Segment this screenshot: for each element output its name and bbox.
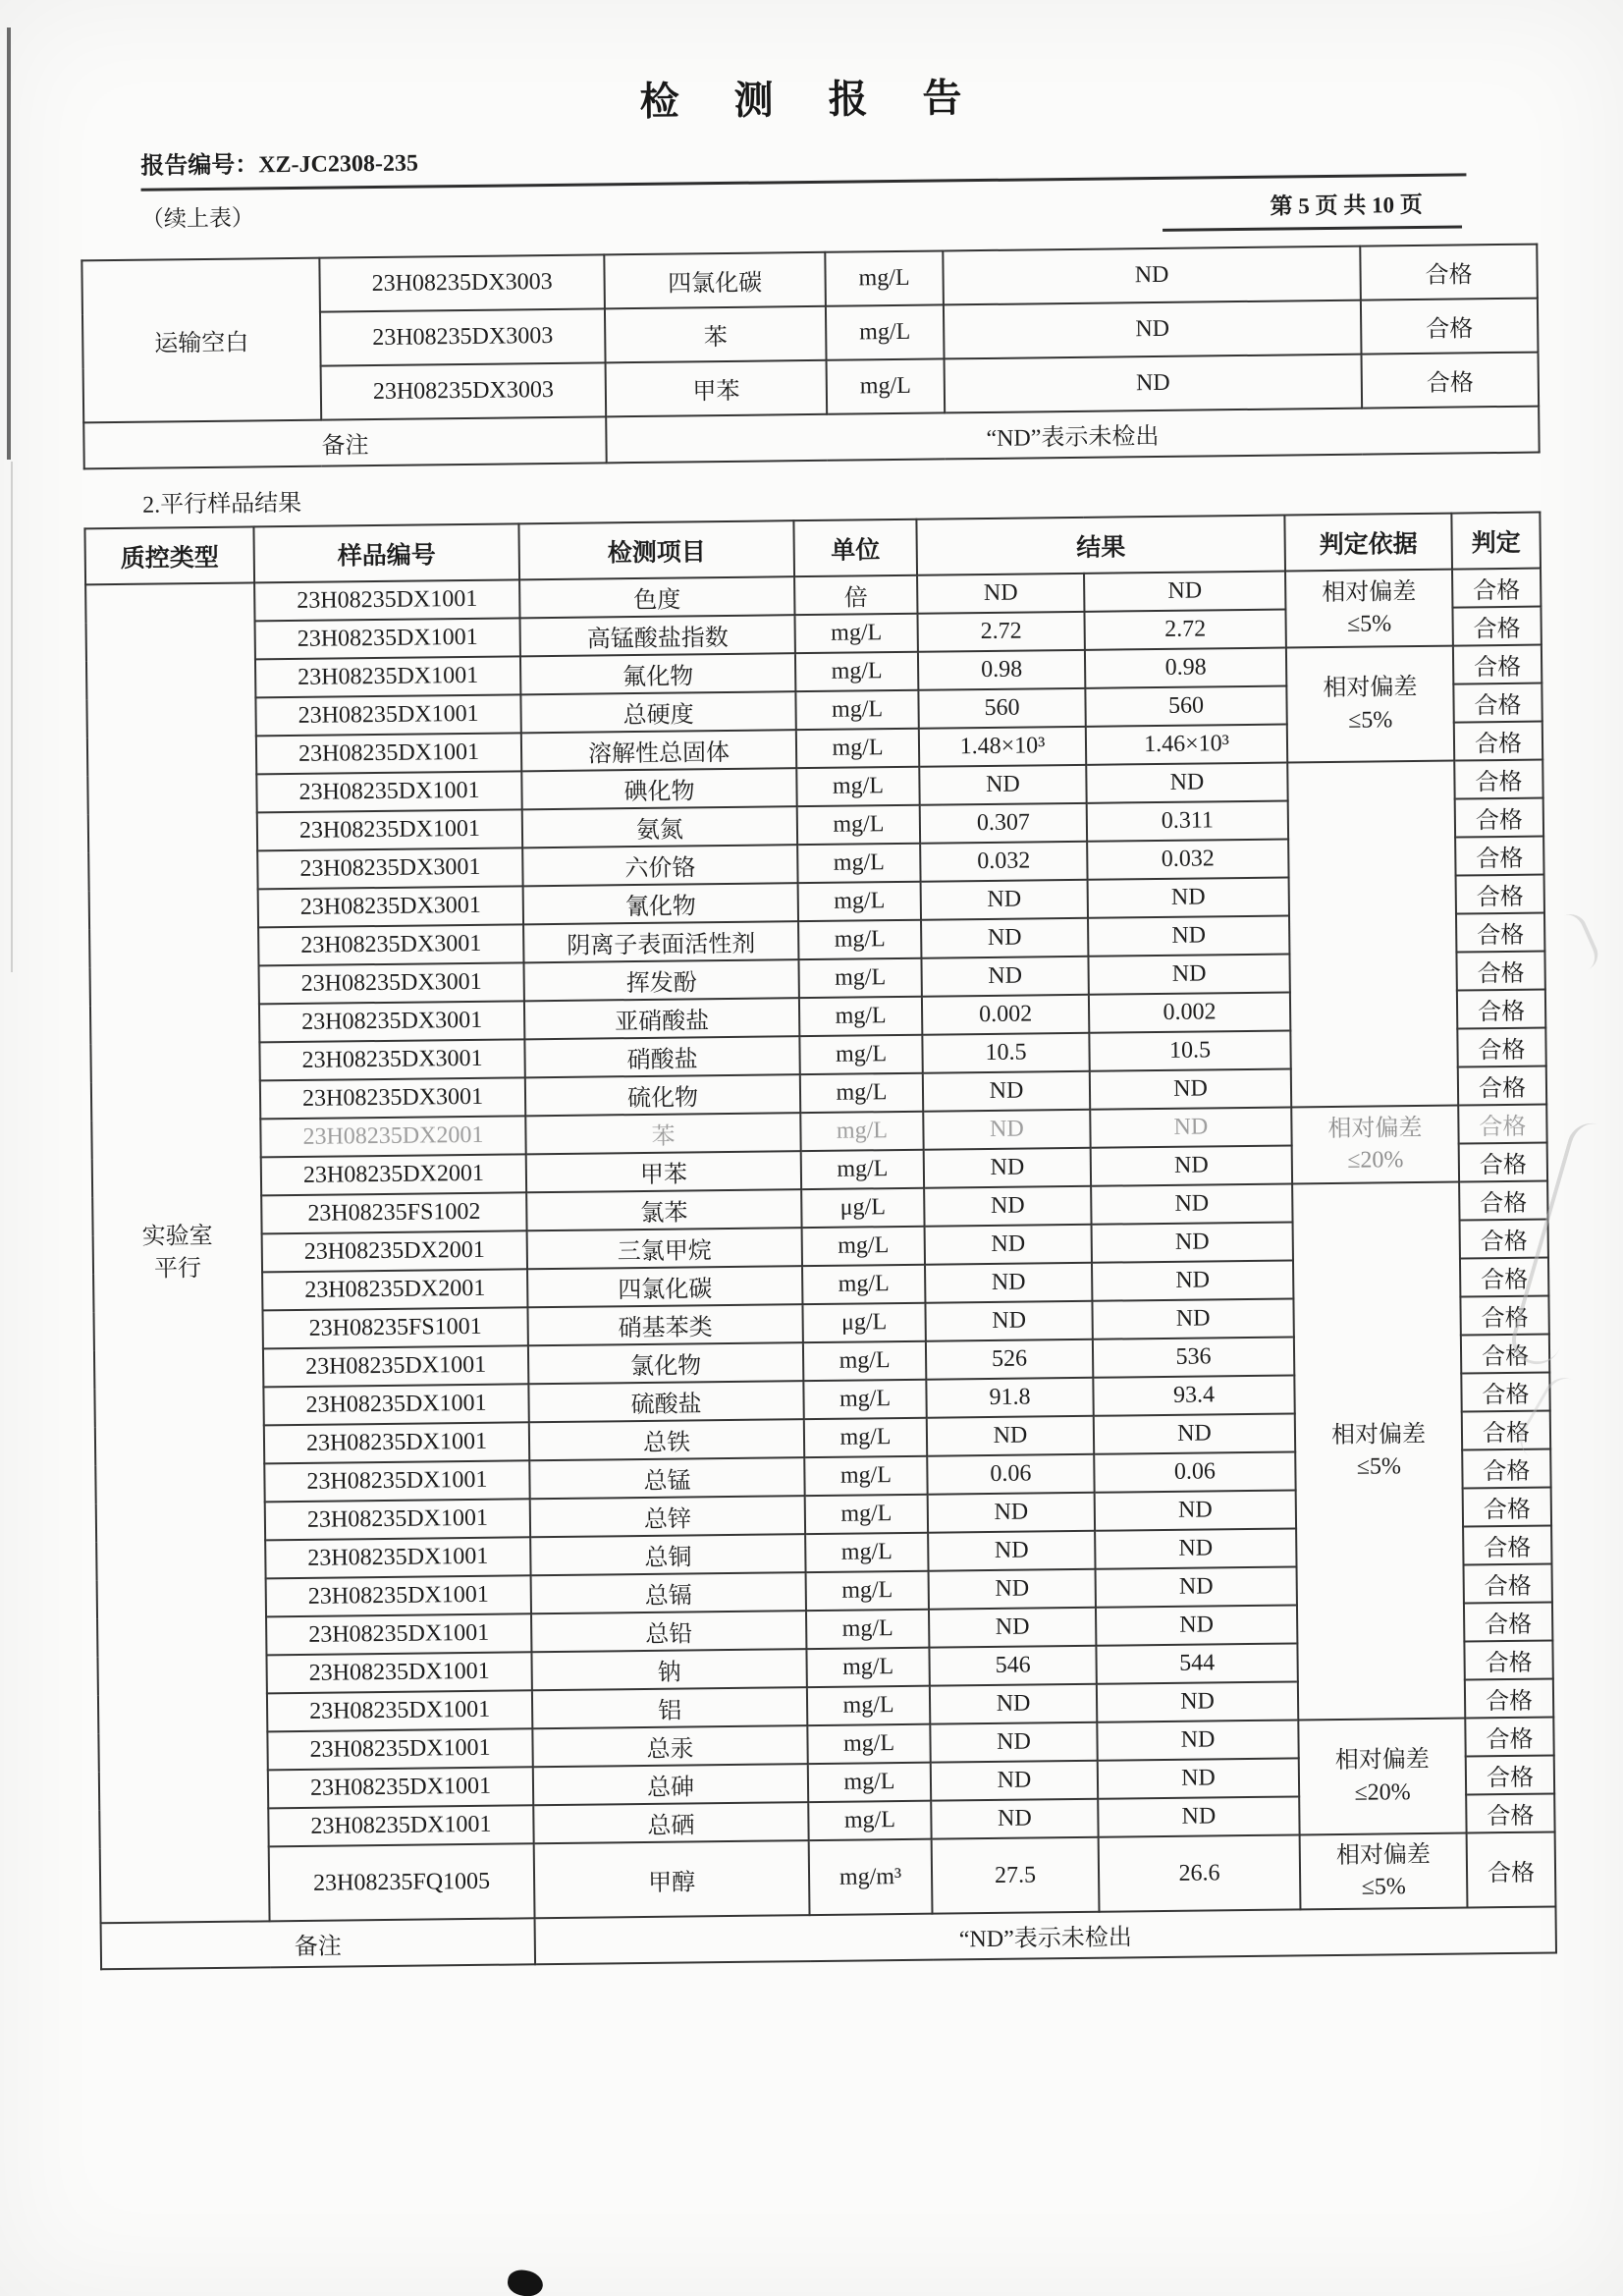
judgement-cell: 合格	[1452, 607, 1541, 646]
judgement-cell: 合格	[1454, 722, 1542, 761]
column-header: 质控类型	[84, 526, 254, 584]
remark-label-cell: 备注	[101, 1918, 536, 1969]
sample-id-cell: 23H08235DX1001	[255, 618, 520, 659]
result1-cell: 1.48×10³	[919, 727, 1086, 767]
item-cell: 氯化物	[528, 1342, 803, 1384]
scan-smudge-artifact	[506, 2269, 544, 2296]
judgement-cell: 合格	[1456, 913, 1544, 953]
judgement-cell: 合格	[1465, 1717, 1553, 1756]
result1-cell: ND	[923, 1071, 1090, 1112]
unit-cell: mg/L	[797, 805, 920, 845]
column-header: 判定	[1451, 513, 1541, 570]
continuation-note: （续上表）	[140, 205, 255, 232]
sample-id-cell: 23H08235DX1001	[254, 579, 519, 621]
sample-id-cell: 23H08235DX3001	[259, 962, 524, 1004]
sample-id-cell: 23H08235DX3003	[319, 254, 605, 311]
judgement-cell: 合格	[1462, 1411, 1550, 1450]
result1-cell: 0.032	[920, 842, 1087, 882]
unit-cell: mg/L	[804, 1418, 927, 1457]
result1-cell: 0.002	[922, 995, 1089, 1035]
result2-cell: ND	[1092, 1298, 1293, 1339]
result2-cell: ND	[1090, 1107, 1291, 1147]
sample-id-cell: 23H08235DX1001	[263, 1345, 528, 1387]
judgement-cell: 合格	[1453, 683, 1542, 723]
result1-cell: 546	[929, 1646, 1096, 1686]
result1-cell: ND	[930, 1684, 1097, 1724]
sample-id-cell: 23H08235DX3001	[260, 1077, 525, 1119]
item-cell: 四氯化碳	[527, 1266, 802, 1307]
sample-id-cell: 23H08235DX1001	[266, 1575, 531, 1616]
result1-cell: 27.5	[932, 1837, 1100, 1914]
judgement-cell: 合格	[1464, 1563, 1552, 1603]
sample-id-cell: 23H08235DX1001	[263, 1384, 528, 1425]
judgement-cell: 合格	[1360, 245, 1538, 301]
item-cell: 铝	[532, 1687, 807, 1728]
unit-cell: mg/L	[803, 1341, 926, 1381]
result2-cell: ND	[1094, 1413, 1295, 1453]
transport-blank-table	[81, 244, 1540, 470]
unit-cell: mg/L	[797, 844, 920, 883]
result1-cell: ND	[925, 1263, 1092, 1303]
judgement-cell: 合格	[1461, 1335, 1549, 1374]
unit-cell: mg/L	[795, 652, 918, 691]
result2-cell: ND	[1098, 1796, 1299, 1836]
result2-cell: ND	[1096, 1566, 1297, 1607]
judgement-cell: 合格	[1465, 1678, 1553, 1718]
judgement-cell: 合格	[1466, 1755, 1554, 1794]
result1-cell: 2.72	[917, 612, 1084, 652]
unit-cell: μg/L	[802, 1303, 925, 1342]
item-cell: 硝酸盐	[524, 1036, 799, 1077]
judgement-cell: 合格	[1461, 1373, 1549, 1412]
judgement-cell: 合格	[1457, 1028, 1545, 1067]
unit-cell: mg/L	[804, 1456, 927, 1496]
remark-label-cell: 备注	[83, 416, 606, 468]
section2-title: 2.平行样品结果	[142, 490, 302, 519]
parallel-sample-table	[83, 512, 1557, 1971]
unit-cell: mg/L	[827, 358, 946, 413]
page-title: 检 测 报 告	[639, 76, 974, 124]
unit-cell: mg/L	[807, 1724, 930, 1764]
sample-id-cell: 23H08235DX1001	[255, 694, 520, 736]
item-cell: 总镉	[531, 1572, 806, 1613]
item-cell: 苯	[605, 306, 827, 363]
item-cell: 总锌	[530, 1496, 805, 1537]
sample-id-cell: 23H08235DX1001	[257, 809, 522, 850]
criteria-cell: 相对偏差 ≤5%	[1300, 1833, 1468, 1910]
result2-cell: ND	[1092, 1222, 1293, 1262]
unit-cell: mg/L	[800, 1112, 923, 1151]
result1-cell: 0.307	[920, 803, 1087, 844]
criteria-cell	[1287, 761, 1458, 1108]
result-cell: ND	[943, 246, 1361, 305]
sample-id-cell: 23H08235DX3001	[258, 886, 523, 927]
result2-cell: ND	[1091, 1145, 1292, 1185]
sample-id-cell: 23H08235DX1001	[256, 771, 521, 812]
unit-cell: mg/L	[802, 1227, 925, 1266]
column-header: 检测项目	[518, 520, 794, 579]
judgement-cell: 合格	[1362, 353, 1540, 409]
sample-id-cell: 23H08235DX2001	[262, 1230, 527, 1272]
judgement-cell: 合格	[1463, 1526, 1551, 1565]
criteria-cell: 相对偏差 ≤5%	[1286, 646, 1454, 763]
result1-cell: ND	[921, 880, 1088, 920]
judgement-cell: 合格	[1460, 1296, 1548, 1336]
sample-id-cell: 23H08235DX1001	[266, 1613, 531, 1655]
result2-cell: ND	[1088, 915, 1289, 956]
result2-cell: 0.002	[1089, 992, 1290, 1032]
unit-cell: mg/L	[798, 958, 921, 998]
item-cell: 六价铬	[522, 845, 797, 886]
item-cell: 氨氮	[522, 806, 797, 847]
column-header: 判定依据	[1284, 514, 1452, 572]
item-cell: 氯苯	[526, 1189, 801, 1230]
unit-cell: mg/L	[805, 1533, 928, 1572]
item-cell: 硫酸盐	[528, 1381, 803, 1422]
item-cell: 阴离子表面活性剂	[523, 921, 798, 962]
report-number-label: 报告编号：	[140, 152, 259, 180]
item-cell: 溶解性总固体	[521, 730, 796, 771]
result1-cell: 560	[918, 688, 1085, 729]
result1-cell: 0.06	[927, 1454, 1094, 1495]
result2-cell: ND	[1088, 877, 1289, 917]
result1-cell: ND	[921, 918, 1088, 958]
item-cell: 总砷	[533, 1764, 808, 1805]
result1-cell: ND	[928, 1493, 1095, 1533]
unit-cell: mg/L	[806, 1571, 929, 1611]
result1-cell: 526	[926, 1339, 1093, 1380]
result1-cell: ND	[931, 1799, 1098, 1839]
subheader-line	[141, 180, 1462, 243]
judgement-cell: 合格	[1452, 569, 1541, 608]
unit-cell: mg/L	[825, 250, 944, 305]
item-cell: 总铜	[530, 1534, 805, 1575]
result2-cell: ND	[1084, 572, 1285, 612]
result1-cell: ND	[925, 1225, 1092, 1265]
sample-id-cell: 23H08235DX1001	[264, 1422, 529, 1463]
judgement-cell: 合格	[1463, 1488, 1551, 1527]
remark-value-cell: “ND”表示未检出	[606, 407, 1539, 464]
item-cell: 三氯甲烷	[527, 1228, 802, 1269]
result1-cell: ND	[929, 1608, 1096, 1648]
result1-cell: ND	[929, 1569, 1096, 1610]
item-cell: 甲苯	[526, 1151, 801, 1192]
result-cell: ND	[945, 355, 1363, 413]
unit-cell: mg/L	[802, 1265, 925, 1304]
unit-cell: mg/L	[805, 1495, 928, 1534]
result1-cell: 91.8	[926, 1378, 1093, 1418]
unit-cell: mg/L	[796, 767, 919, 806]
sample-id-cell: 23H08235DX1001	[256, 733, 521, 774]
unit-cell: mg/L	[807, 1686, 930, 1725]
judgement-cell: 合格	[1459, 1181, 1547, 1221]
result2-cell: ND	[1097, 1720, 1298, 1760]
sample-id-cell: 23H08235FQ1005	[269, 1843, 535, 1921]
judgement-cell: 合格	[1457, 990, 1545, 1029]
sample-id-cell: 23H08235DX1001	[268, 1805, 533, 1846]
result2-cell: 0.98	[1085, 648, 1286, 688]
sample-id-cell: 23H08235FS1002	[261, 1192, 526, 1233]
judgement-cell: 合格	[1462, 1449, 1550, 1489]
item-cell: 氰化物	[523, 883, 798, 924]
item-cell: 挥发酚	[523, 959, 798, 1001]
result2-cell: 1.46×10³	[1086, 725, 1287, 765]
unit-cell: 倍	[794, 575, 917, 615]
result1-cell: ND	[923, 1110, 1090, 1150]
unit-cell: mg/m³	[809, 1839, 933, 1915]
column-header: 样品编号	[253, 523, 519, 582]
sample-id-cell: 23H08235DX1001	[265, 1537, 530, 1578]
item-cell: 高锰酸盐指数	[520, 615, 795, 656]
sample-id-cell: 23H08235DX2001	[260, 1116, 525, 1157]
result2-cell: ND	[1098, 1758, 1299, 1798]
item-cell: 总硬度	[520, 691, 795, 733]
unit-cell: mg/L	[798, 882, 921, 921]
item-cell: 总锰	[529, 1457, 804, 1499]
result1-cell: ND	[924, 1148, 1091, 1188]
unit-cell: mg/L	[796, 729, 919, 768]
judgement-cell: 合格	[1464, 1602, 1552, 1641]
parallel-sample-table-body	[85, 569, 1556, 1970]
judgement-cell: 合格	[1455, 837, 1543, 876]
criteria-cell: 相对偏差 ≤20%	[1298, 1719, 1466, 1835]
unit-cell: μg/L	[801, 1188, 924, 1228]
result2-cell: 2.72	[1084, 610, 1285, 650]
result2-cell: ND	[1091, 1183, 1292, 1224]
sample-id-cell: 23H08235DX3001	[259, 1001, 524, 1042]
result2-cell: ND	[1096, 1605, 1297, 1645]
sample-id-cell: 23H08235DX1001	[268, 1767, 533, 1808]
qc-type-cell: 运输空白	[81, 258, 321, 423]
judgement-cell: 合格	[1456, 952, 1544, 991]
result2-cell: 26.6	[1099, 1834, 1301, 1911]
result1-cell: ND	[930, 1722, 1097, 1763]
column-header: 单位	[793, 519, 917, 576]
sample-id-cell: 23H08235DX1001	[255, 656, 520, 697]
sample-id-cell: 23H08235DX2001	[261, 1154, 526, 1195]
remark-value-cell: “ND”表示未检出	[535, 1906, 1556, 1964]
judgement-cell: 合格	[1460, 1258, 1548, 1297]
unit-cell: mg/L	[806, 1648, 929, 1687]
result2-cell: ND	[1090, 1068, 1291, 1109]
result1-cell: ND	[925, 1301, 1092, 1341]
result2-cell: 0.032	[1087, 839, 1288, 879]
item-cell: 总铁	[529, 1419, 804, 1460]
item-cell: 钠	[531, 1649, 806, 1690]
item-cell: 色度	[519, 576, 794, 618]
qc-type-cell: 实验室 平行	[85, 582, 269, 1923]
unit-cell: mg/L	[803, 1380, 926, 1419]
judgement-cell: 合格	[1459, 1143, 1547, 1182]
item-cell: 氟化物	[520, 653, 795, 694]
judgement-cell: 合格	[1455, 798, 1543, 838]
result1-cell: ND	[919, 765, 1086, 805]
unit-cell: mg/L	[794, 614, 917, 653]
item-cell: 硝基苯类	[527, 1304, 802, 1345]
judgement-cell: 合格	[1467, 1831, 1556, 1907]
judgement-cell: 合格	[1464, 1640, 1552, 1679]
page-number: 第 5 页 共 10 页	[1162, 180, 1462, 231]
result2-cell: 544	[1096, 1643, 1297, 1683]
unit-cell: mg/L	[800, 1073, 923, 1113]
sample-id-cell: 23H08235DX1001	[267, 1690, 532, 1731]
sample-id-cell: 23H08235DX3001	[259, 1039, 524, 1080]
report-number: XZ-JC2308-235	[258, 150, 419, 179]
item-cell: 甲醇	[534, 1840, 810, 1918]
item-cell: 碘化物	[521, 768, 796, 809]
judgement-cell: 合格	[1458, 1105, 1546, 1144]
unit-cell: mg/L	[801, 1150, 924, 1189]
result2-cell: 0.311	[1087, 800, 1288, 841]
result2-cell: ND	[1086, 763, 1287, 803]
sample-id-cell: 23H08235DX1001	[265, 1499, 530, 1540]
result1-cell: ND	[928, 1531, 1095, 1571]
result1-cell: ND	[917, 574, 1084, 614]
unit-cell: mg/L	[799, 997, 922, 1036]
result2-cell: ND	[1095, 1528, 1296, 1568]
unit-cell: mg/L	[806, 1610, 929, 1649]
result2-cell: ND	[1097, 1681, 1298, 1722]
item-cell: 亚硝酸盐	[524, 998, 799, 1039]
sample-id-cell: 23H08235DX1001	[266, 1652, 531, 1693]
result2-cell: 0.06	[1094, 1451, 1295, 1492]
unit-cell: mg/L	[798, 920, 921, 959]
result1-cell: ND	[931, 1761, 1098, 1801]
sample-id-cell: 23H08235DX3003	[321, 362, 607, 419]
sample-id-cell: 23H08235DX3001	[258, 924, 523, 965]
item-cell: 甲苯	[606, 360, 828, 417]
unit-cell: mg/L	[795, 690, 918, 730]
result1-cell: ND	[924, 1186, 1091, 1227]
criteria-cell: 相对偏差 ≤5%	[1285, 570, 1453, 648]
column-header: 结果	[916, 516, 1285, 575]
result2-cell: ND	[1088, 954, 1289, 994]
sample-id-cell: 23H08235FS1001	[262, 1307, 527, 1348]
sample-id-cell: 23H08235DX1001	[267, 1728, 532, 1770]
result2-cell: ND	[1095, 1490, 1296, 1530]
result2-cell: 93.4	[1093, 1375, 1294, 1415]
unit-cell: mg/L	[799, 1035, 922, 1074]
item-cell: 总汞	[532, 1725, 807, 1767]
judgement-cell: 合格	[1453, 645, 1542, 684]
item-cell: 总硒	[533, 1802, 808, 1843]
sample-id-cell: 23H08235DX2001	[262, 1269, 527, 1310]
result1-cell: ND	[927, 1416, 1094, 1456]
result2-cell: ND	[1092, 1260, 1293, 1300]
judgement-cell: 合格	[1466, 1793, 1554, 1832]
sample-id-cell: 23H08235DX3003	[320, 308, 606, 365]
result1-cell: ND	[921, 957, 1088, 997]
sample-id-cell: 23H08235DX1001	[264, 1460, 529, 1502]
item-cell: 苯	[525, 1113, 800, 1154]
judgement-cell: 合格	[1456, 875, 1544, 914]
criteria-cell: 相对偏差 ≤20%	[1291, 1106, 1459, 1184]
unit-cell: mg/L	[808, 1801, 931, 1840]
result2-cell: 10.5	[1089, 1030, 1290, 1070]
item-cell: 总铅	[531, 1611, 806, 1652]
result-cell: ND	[944, 301, 1362, 359]
judgement-cell: 合格	[1454, 760, 1542, 799]
item-cell: 硫化物	[525, 1074, 800, 1116]
judgement-cell: 合格	[1458, 1066, 1546, 1106]
sample-id-cell: 23H08235DX3001	[257, 847, 522, 889]
result2-cell: 560	[1085, 686, 1286, 727]
result1-cell: 10.5	[922, 1033, 1089, 1073]
judgement-cell: 合格	[1361, 299, 1539, 355]
unit-cell: mg/L	[808, 1763, 931, 1802]
result2-cell: 536	[1093, 1337, 1294, 1377]
result1-cell: 0.98	[918, 650, 1085, 690]
unit-cell: mg/L	[826, 304, 945, 359]
judgement-cell: 合格	[1460, 1220, 1548, 1259]
criteria-cell: 相对偏差 ≤5%	[1292, 1182, 1465, 1721]
item-cell: 四氯化碳	[604, 252, 826, 309]
